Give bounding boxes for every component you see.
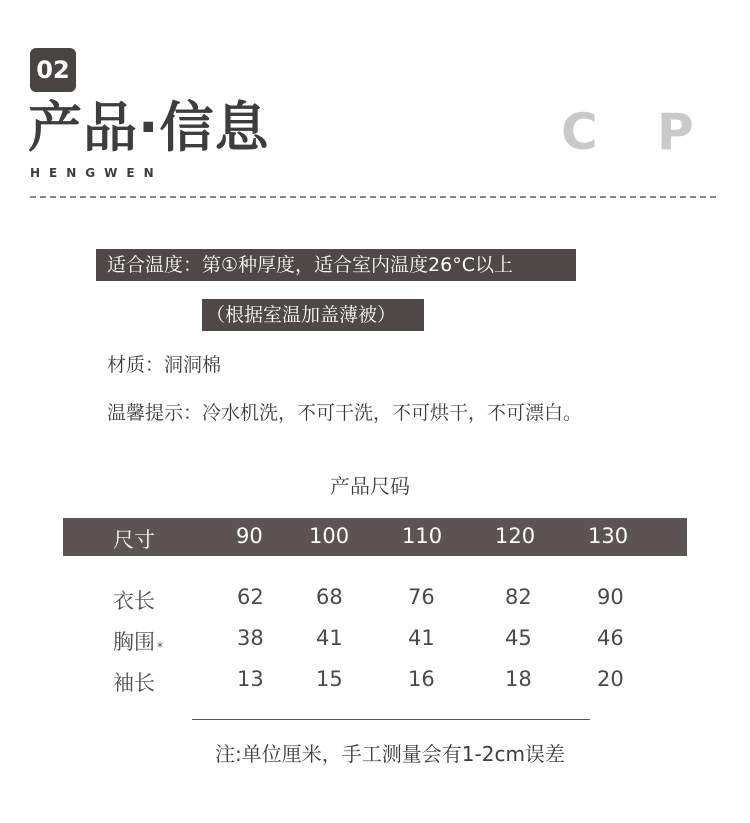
table-row [0,585,750,615]
row-value: 68 [316,585,343,609]
note-divider [192,719,590,720]
size-table-header [63,518,687,556]
page-subtitle: HENGWEN [30,166,163,180]
row-label: 衣长 [113,589,155,613]
row-value: 41 [316,626,343,650]
table-row [0,626,750,656]
row-value: 46 [597,626,624,650]
row-value: 90 [597,585,624,609]
row-value: 16 [408,667,435,691]
header-size: 100 [309,524,350,548]
row-value: 82 [505,585,532,609]
row-value: 18 [505,667,532,691]
header-size: 130 [588,524,629,548]
material-text: 材质：洞洞棉 [107,354,222,376]
row-value: 15 [316,667,343,691]
decorative-letter-c: C [561,103,598,161]
care-tip-text: 温馨提示：冷水机洗，不可干洗，不可烘干，不可漂白。 [107,402,583,424]
row-value: 62 [237,585,264,609]
row-label: 袖长 [113,671,155,695]
header-size: 120 [495,524,536,548]
size-table-title: 产品尺码 [330,474,410,498]
row-value: 76 [408,585,435,609]
row-value: 13 [237,667,264,691]
row-value: 41 [408,626,435,650]
dashed-divider [30,196,716,198]
table-row [0,667,750,697]
section-number-badge: 02 [30,48,76,92]
header-label: 尺寸 [113,528,155,552]
temperature-highlight: 适合温度：第①种厚度，适合室内温度26°C以上 [96,249,576,281]
row-value: 20 [597,667,624,691]
row-value: 45 [505,626,532,650]
page-title: 产品·信息 [28,96,270,159]
decorative-letter-p: P [657,103,694,161]
row-label: 胸围 * [113,630,163,654]
row-label-suffix: * [157,640,163,654]
temperature-note-highlight: （根据室温加盖薄被） [202,299,424,331]
row-value: 38 [237,626,264,650]
header-size: 90 [236,524,263,548]
measurement-note: 注:单位厘米，手工测量会有1-2cm误差 [215,742,565,766]
header-size: 110 [402,524,443,548]
